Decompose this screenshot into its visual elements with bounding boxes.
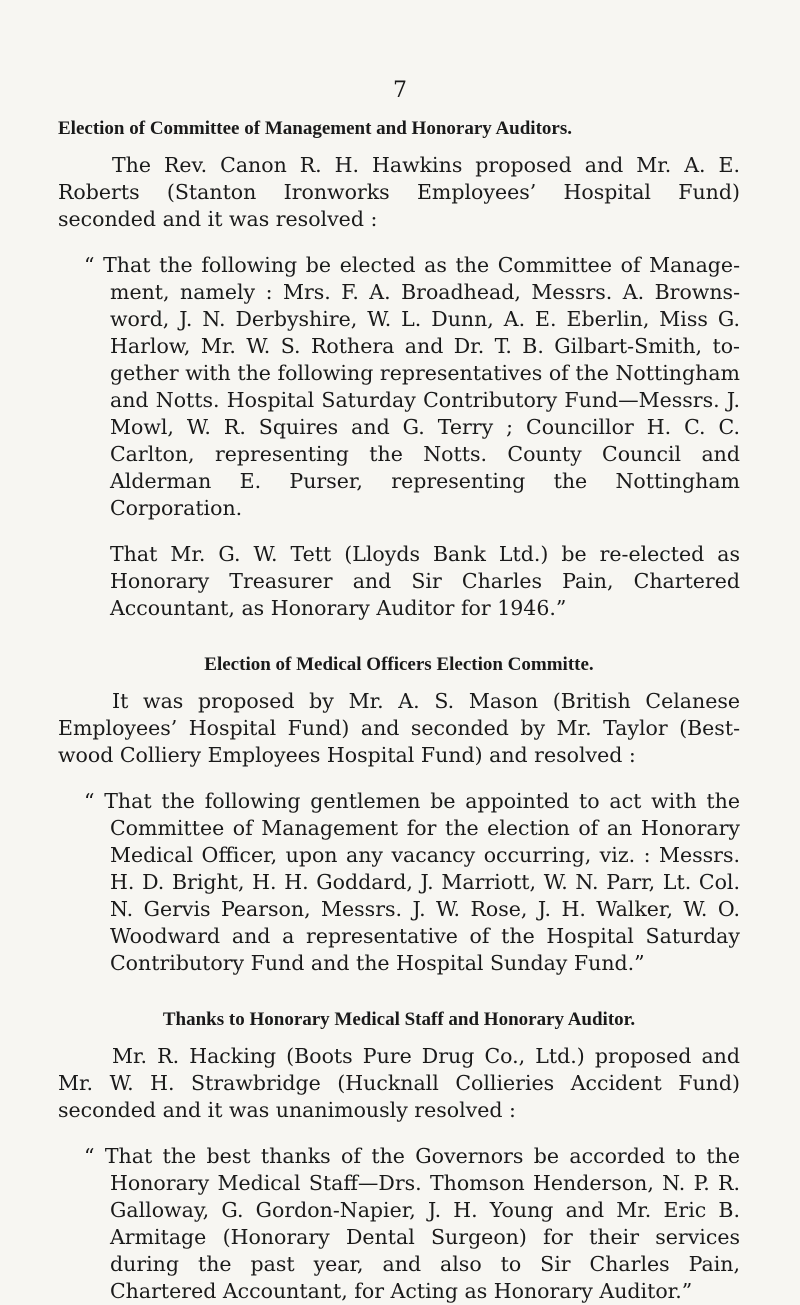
- resolution-text: “ That the best thanks of the Governors be accorded to the Honorary Medical Staff—Drs. Thomson Henderson, N. P. R. Galloway, G. Gordon-Napier, J. H. Young and Mr. Eric B. Armitage (Honorary Dental Surgeon) for their services during the past year, and also to Sir Charles Pain, Chartered Accountant, for Acting as Honorary Auditor.”: [84, 1144, 740, 1303]
- section-committee-election: [58, 116, 740, 622]
- section-intro: It was proposed by Mr. A. S. Mason (British Celanese Employees’ Hospital Fund) and seconded by Mr. Taylor (Best-wood Colliery Employees Hospital Fund) and resolved :: [58, 689, 740, 767]
- section-intro: The Rev. Canon R. H. Hawkins proposed and Mr. A. E. Roberts (Stanton Ironworks Employees’ Hospital Fund) seconded and it was resolved :: [58, 153, 740, 231]
- section-heading: Election of Medical Officers Election Committe.: [204, 654, 594, 675]
- section-heading: Election of Committee of Management and Honorary Auditors.: [58, 118, 572, 139]
- resolution-text: “ That the following be elected as the Committee of Manage-ment, namely : Mrs. F. A. Broadhead, Messrs. A. Browns-word, J. N. Derbyshire, W. L. Dunn, A. E. Eberlin, Miss G. Harlow, Mr. W. S. Rothera and Dr. T. B. Gilbart-Smith, to-gether with the following representatives of the Nottingham and Notts. Hospital Saturday Contributory Fund—Messrs. J. Mowl, W. R. Squires and G. Terry ; Councillor H. C. C. Carlton, representing the Notts. County Council and Alderman E. Purser, representing the Nottingham Corporation.: [84, 253, 740, 520]
- resolution-text: “ That the following gentlemen be appointed to act with the Committee of Management for the election of an Honorary Medical Officer, upon any vacancy occurring, viz. : Messrs. H. D. Bright, H. H. Goddard, J. Marriott, W. N. Parr, Lt. Col. N. Gervis Pearson, Messrs. J. W. Rose, J. H. Walker, W. O. Woodward and a representative of the Hospital Saturday Contributory Fund and the Hospital Sunday Fund.”: [84, 789, 740, 975]
- document-body: [58, 116, 740, 1305]
- section-medical-officers-election: [58, 652, 740, 977]
- section-intro: Mr. R. Hacking (Boots Pure Drug Co., Ltd.) proposed and Mr. W. H. Strawbridge (Hucknall Collieries Accident Fund) seconded and it was unanimously resolved :: [58, 1044, 740, 1122]
- resolution-text-continued: That Mr. G. W. Tett (Lloyds Bank Ltd.) be re-elected as Honorary Treasurer and Sir Charles Pain, Chartered Accountant, as Honorary Auditor for 1946.”: [110, 542, 740, 620]
- section-heading: Thanks to Honorary Medical Staff and Honorary Auditor.: [162, 1009, 636, 1030]
- section-thanks: [58, 1007, 740, 1305]
- page-number: 7: [393, 78, 407, 103]
